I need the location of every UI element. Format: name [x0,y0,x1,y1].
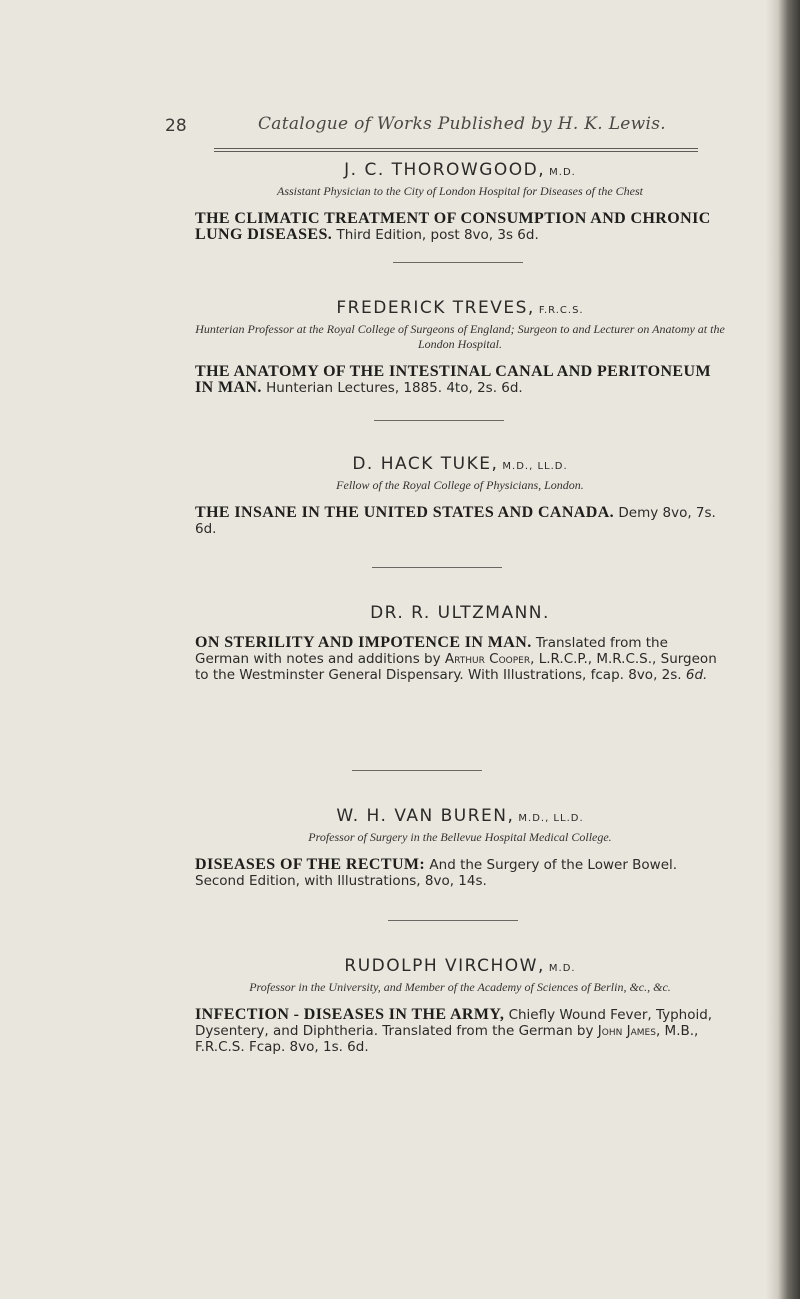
author-name: W. H. VAN BUREN, [336,806,515,826]
translator-name: Arthur Cooper, [444,651,535,667]
author-line [195,956,725,976]
book-listing [195,857,725,889]
book-details: Hunterian Lectures, 1885. 4to, 2s. 6d. [261,380,523,396]
author-degree: F.R.C.S. [538,305,584,316]
author-affiliation: Fellow of the Royal College of Physicians, London. [336,478,584,492]
book-title: THE CLIMATIC TREATMENT OF CONSUMPTION AND CHRONIC LUNG DISEASES. [195,210,711,243]
author-line [195,454,725,474]
catalogue-entry [195,454,725,537]
book-details: Translated from the German with notes and additions by [195,635,668,667]
author-degree: M.D. [548,963,576,974]
author-degree: M.D., LL.D. [518,813,584,824]
book-title: THE INSANE IN THE UNITED STATES AND CANADA. [195,504,615,521]
catalogue-entry [195,298,725,396]
entry-separator [393,262,523,263]
author-affiliation: Professor in the University, and Member of the Academy of Sciences of Berlin, &c., &c. [249,980,671,994]
author-name: DR. R. ULTZMANN. [370,603,550,623]
catalogue-entry [195,160,725,243]
book-details: Chiefly Wound Fever, Typhoid, Dysentery, and Diphtheria. Translated from the German by [195,1007,713,1039]
book-listing [195,211,725,243]
catalogue-entry [195,956,725,1055]
book-price-pence: 6d. [685,667,708,683]
author-degree: M.D., LL.D. [502,461,568,472]
author-degree: M.D. [549,167,576,178]
book-title: INFECTION - DISEASES IN THE ARMY, [195,1006,505,1023]
author-name: FREDERICK TREVES, [336,298,535,318]
entry-separator [388,920,518,921]
author-affiliation: Professor of Surgery in the Bellevue Hospital Medical College. [308,830,612,844]
author-name: RUDOLPH VIRCHOW, [344,956,545,976]
author-name: D. HACK TUKE, [352,454,499,474]
book-details: Demy 8vo, 7s. 6d. [195,505,716,537]
book-listing [195,364,725,396]
book-title: ON STERILITY AND IMPOTENCE IN MAN. [195,634,532,651]
author-affiliation: Assistant Physician to the City of London Hospital for Diseases of the Chest [277,184,643,198]
page-header [0,112,760,142]
book-title: DISEASES OF THE RECTUM: [195,856,426,873]
book-details-cont: M.B., F.R.C.S. Fcap. 8vo, 1s. 6d. [195,1023,699,1055]
entry-separator [352,770,482,771]
author-line [195,298,725,318]
book-listing [195,505,725,537]
author-affiliation: Hunterian Professor at the Royal College of Surgeons of England; Surgeon to and Lecturer on Anatomy at the London Hospital. [195,322,725,351]
author-line [195,806,725,826]
book-title: THE ANATOMY OF THE INTESTINAL CANAL AND PERITONEUM IN MAN. [195,363,711,396]
running-title: Catalogue of Works Published by H. K. Lewis. [258,114,666,134]
catalogue-entry [195,603,725,683]
author-name: J. C. THOROWGOOD, [344,160,546,180]
author-line [195,603,725,623]
page-binding-edge [766,0,800,1299]
header-rule [214,148,698,152]
translator-name: John James, [597,1023,661,1039]
book-details: Third Edition, post 8vo, 3s 6d. [332,227,539,243]
entry-separator [372,567,502,568]
catalogue-entry [195,806,725,889]
book-details-cont: L.R.C.P., M.R.C.S., Surgeon to the Westminster General Dispensary. With Illustrations, fcap. 8vo, 2s. [195,651,717,683]
book-listing [195,635,725,683]
book-listing [195,1007,725,1055]
page-number: 28 [165,116,187,136]
entry-separator [374,420,504,421]
author-line [195,160,725,180]
book-details: And the Surgery of the Lower Bowel. Second Edition, with Illustrations, 8vo, 14s. [195,857,678,889]
